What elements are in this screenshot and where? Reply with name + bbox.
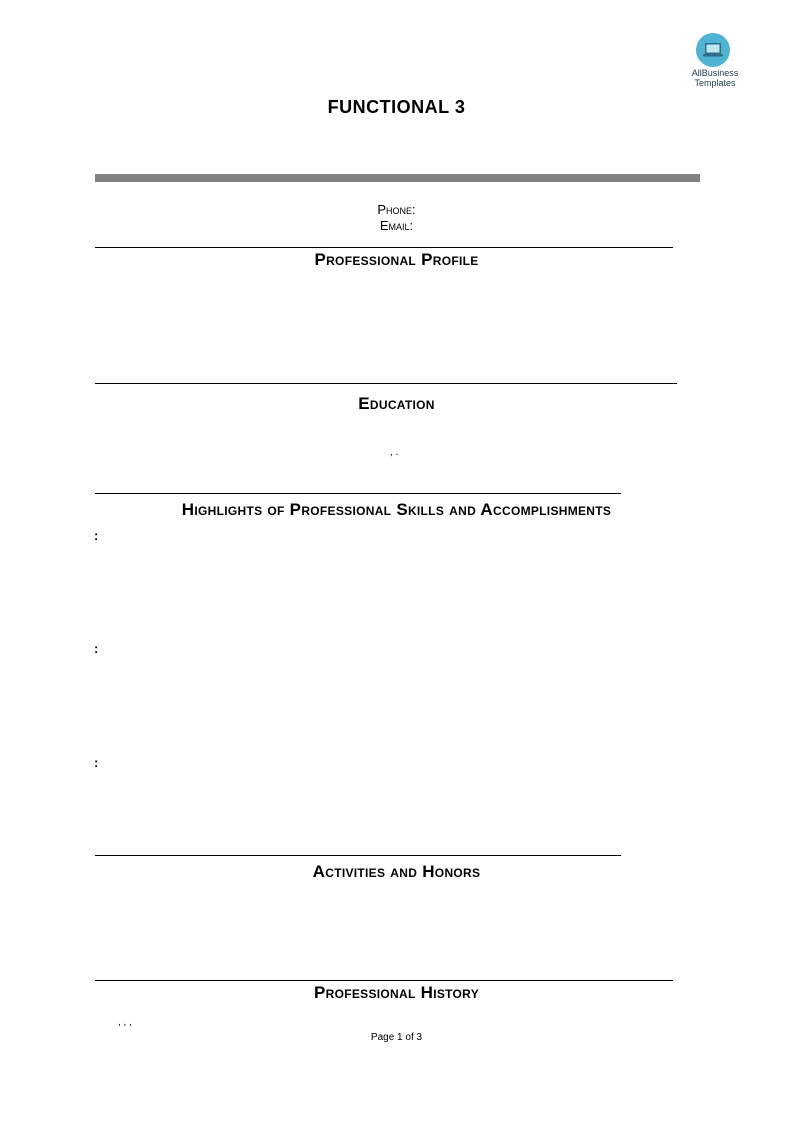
phone-label: Phone: bbox=[377, 202, 416, 217]
education-placeholder-mark: , . bbox=[390, 447, 399, 458]
logo-line-1: AllBusiness bbox=[691, 68, 739, 78]
section-divider bbox=[95, 855, 621, 856]
email-label: Email: bbox=[379, 218, 414, 233]
section-heading-education: Education bbox=[358, 394, 435, 413]
section-heading-highlights: Highlights of Professional Skills and Accomplishments bbox=[181, 500, 612, 519]
highlight-marker-2: : bbox=[94, 641, 99, 656]
section-divider bbox=[95, 247, 673, 248]
section-heading-activities: Activities and Honors bbox=[312, 862, 481, 881]
section-divider bbox=[95, 383, 677, 384]
laptop-icon bbox=[696, 33, 730, 67]
page-number: Page 1 of 3 bbox=[370, 1032, 423, 1043]
logo-badge bbox=[696, 33, 730, 67]
header-bar bbox=[95, 174, 700, 182]
document-title: FUNCTIONAL 3 bbox=[327, 97, 466, 117]
logo-line-2: Templates bbox=[694, 78, 736, 88]
highlight-marker-1: : bbox=[94, 528, 99, 543]
highlight-marker-3: : bbox=[94, 755, 99, 770]
logo-text bbox=[680, 68, 750, 88]
section-heading-profile: Professional Profile bbox=[314, 250, 479, 269]
section-divider bbox=[95, 493, 621, 494]
section-divider bbox=[95, 980, 673, 981]
section-heading-history: Professional History bbox=[313, 983, 480, 1002]
history-placeholder-mark: , , , bbox=[118, 1017, 132, 1028]
